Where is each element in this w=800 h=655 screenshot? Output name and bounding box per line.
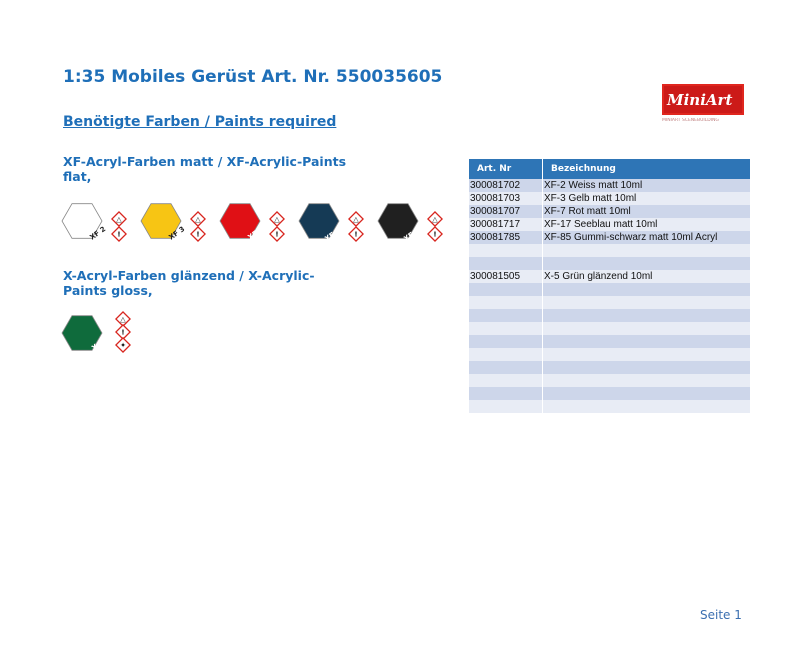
svg-text:△: △ <box>195 215 201 224</box>
svg-text:!: ! <box>275 230 279 239</box>
cell-art-nr <box>469 400 543 413</box>
paint-code-label: XF 17 <box>323 223 347 244</box>
table-row <box>469 205 751 218</box>
table-row <box>469 231 751 244</box>
svg-text:!: ! <box>433 230 437 239</box>
flame-hazard-icon <box>349 212 363 226</box>
svg-text:△: △ <box>120 315 126 324</box>
table-row <box>469 374 751 387</box>
table-row <box>469 244 751 257</box>
svg-text:△: △ <box>274 215 280 224</box>
exclamation-hazard-icon <box>349 227 363 241</box>
cell-art-nr: 300081505 <box>469 270 543 283</box>
svg-text:!: ! <box>121 328 125 337</box>
paint-chip <box>378 199 448 249</box>
svg-text:!: ! <box>117 230 121 239</box>
exclamation-hazard-icon <box>191 227 205 241</box>
cell-art-nr <box>469 387 543 400</box>
table-row <box>469 218 751 231</box>
table-row <box>469 296 751 309</box>
miniart-logo <box>662 84 747 128</box>
logo-tagline: MINIART SCENEBUILDING <box>662 118 719 123</box>
cell-bezeichnung <box>543 361 751 374</box>
table-row <box>469 257 751 270</box>
cell-art-nr <box>469 257 543 270</box>
svg-text:!: ! <box>196 230 200 239</box>
cell-bezeichnung <box>543 309 751 322</box>
svg-text:△: △ <box>353 215 359 224</box>
exclamation-hazard-icon <box>112 227 126 241</box>
cell-art-nr <box>469 244 543 257</box>
paint-chip <box>299 199 369 249</box>
cell-bezeichnung: XF-17 Seeblau matt 10ml <box>543 218 751 231</box>
flame-hazard-icon <box>428 212 442 226</box>
cell-art-nr: 300081702 <box>469 179 543 192</box>
flame-hazard-icon <box>270 212 284 226</box>
cell-art-nr <box>469 348 543 361</box>
cell-bezeichnung: XF-3 Gelb matt 10ml <box>543 192 751 205</box>
table-row <box>469 335 751 348</box>
cell-bezeichnung <box>543 244 751 257</box>
page-number: Seite 1 <box>700 608 742 622</box>
flame-hazard-icon <box>112 212 126 226</box>
table-row <box>469 387 751 400</box>
cell-bezeichnung: XF-85 Gummi-schwarz matt 10ml Acryl <box>543 231 751 244</box>
cell-bezeichnung <box>543 322 751 335</box>
cell-bezeichnung <box>543 374 751 387</box>
cell-bezeichnung <box>543 335 751 348</box>
table-row <box>469 348 751 361</box>
cell-bezeichnung <box>543 387 751 400</box>
cell-art-nr <box>469 283 543 296</box>
svg-text:△: △ <box>116 215 122 224</box>
table-row <box>469 309 751 322</box>
paints-required-heading: Benötigte Farben / Paints required <box>63 114 337 130</box>
table-row <box>469 283 751 296</box>
cell-bezeichnung <box>543 296 751 309</box>
cell-art-nr <box>469 361 543 374</box>
flame-hazard-icon <box>116 312 130 326</box>
cell-bezeichnung <box>543 348 751 361</box>
paint-code-label: XF 7 <box>246 225 266 242</box>
cell-bezeichnung: XF-2 Weiss matt 10ml <box>543 179 751 192</box>
paint-chip <box>62 199 132 249</box>
table-row <box>469 400 751 413</box>
cell-bezeichnung <box>543 257 751 270</box>
svg-text:△: △ <box>432 215 438 224</box>
column-header-art-nr: Art. Nr <box>469 159 543 179</box>
cell-art-nr <box>469 309 543 322</box>
paint-code-label: XF 85 <box>402 223 426 244</box>
cell-art-nr: 300081785 <box>469 231 543 244</box>
cell-art-nr <box>469 322 543 335</box>
cell-bezeichnung: XF-7 Rot matt 10ml <box>543 205 751 218</box>
cell-art-nr: 300081717 <box>469 218 543 231</box>
column-header-bezeichnung: Bezeichnung <box>543 159 751 179</box>
logo-badge <box>662 84 744 115</box>
cell-bezeichnung: X-5 Grün glänzend 10ml <box>543 270 751 283</box>
exclamation-hazard-icon <box>428 227 442 241</box>
paint-code-label: XF 3 <box>167 225 187 242</box>
paint-chip <box>220 199 290 249</box>
table-row <box>469 322 751 335</box>
cell-art-nr: 300081707 <box>469 205 543 218</box>
exclamation-hazard-icon <box>270 227 284 241</box>
logo-text: MiniArt <box>667 91 733 109</box>
paint-table <box>469 159 751 413</box>
flame-hazard-icon <box>191 212 205 226</box>
health-hazard-icon <box>116 338 130 352</box>
cell-art-nr <box>469 335 543 348</box>
cell-bezeichnung <box>543 400 751 413</box>
gloss-paints-heading: X-Acryl-Farben glänzend / X-Acrylic-Paints gloss, <box>63 268 315 298</box>
table-row <box>469 192 751 205</box>
cell-art-nr: 300081703 <box>469 192 543 205</box>
paint-code-label: X 5 <box>90 338 106 353</box>
table-body <box>469 179 751 413</box>
table-row <box>469 361 751 374</box>
paint-chip <box>141 199 211 249</box>
svg-text:✦: ✦ <box>120 341 126 350</box>
table-row <box>469 270 751 283</box>
table-row <box>469 179 751 192</box>
table-header-row <box>469 159 751 179</box>
paint-chip <box>62 311 132 361</box>
paint-code-label: XF 2 <box>88 225 108 242</box>
cell-art-nr <box>469 296 543 309</box>
cell-bezeichnung <box>543 283 751 296</box>
flat-paints-heading: XF-Acryl-Farben matt / XF-Acrylic-Paints flat, <box>63 154 347 184</box>
document-title: 1:35 Mobiles Gerüst Art. Nr. 550035605 <box>63 67 443 87</box>
svg-text:!: ! <box>354 230 358 239</box>
cell-art-nr <box>469 374 543 387</box>
exclamation-hazard-icon <box>116 325 130 339</box>
